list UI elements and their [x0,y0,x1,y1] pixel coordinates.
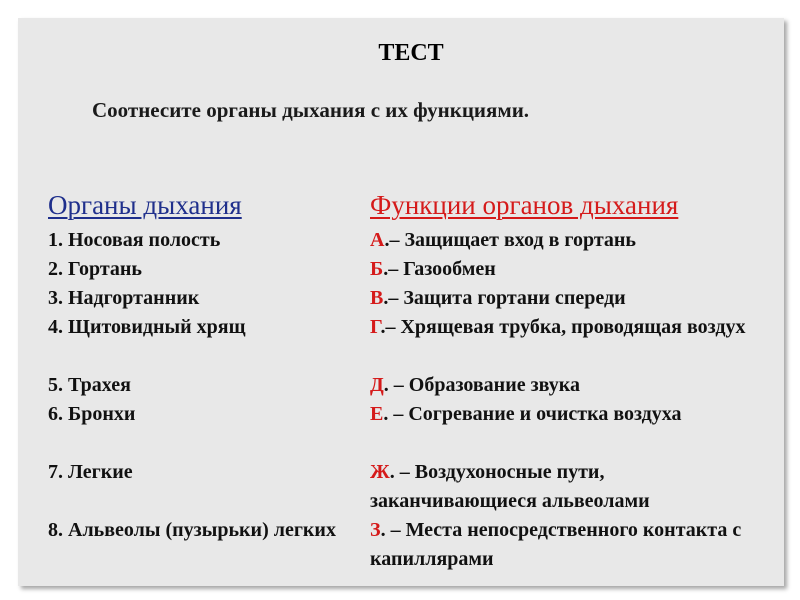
function-item-e [370,400,770,458]
function-letter: Ж [370,461,390,483]
function-text: .– Защищает вход в гортань [384,229,636,251]
function-item-b [370,255,770,284]
organ-item-3: 3. Надгортанник [48,287,200,309]
function-item-d [370,371,770,400]
function-text: . – Образование звука [383,374,580,396]
organ-item-4: 4. Щитовидный хрящ [48,316,246,338]
function-letter: А [370,229,385,251]
function-item-z [370,516,770,574]
organ-item-1: 1. Носовая полость [48,229,221,251]
function-letter: Г [370,316,381,338]
slide-subtitle: Соотнесите органы дыхания с их функциями. [92,98,530,122]
function-item-g [370,313,770,371]
function-letter: Е [370,403,384,425]
function-letter: З [370,519,381,541]
function-letter: Б [370,258,384,280]
function-text: . – Места непосредственного контакта с капиллярами [370,519,742,570]
organ-item-6: 6. Бронхи [48,403,136,425]
function-letter: Д [370,374,384,396]
organ-item-8: 8. Альвеолы (пузырьки) легких [48,519,336,541]
function-text: . – Согревание и очистка воздуха [383,403,682,425]
function-text: .– Газообмен [383,258,496,280]
slide [18,18,784,586]
functions-heading: Функции органов дыхания [370,190,679,220]
function-item-v [370,284,770,313]
function-letter: В [370,287,384,309]
function-item-a [370,226,770,255]
function-text: .– Защита гортани спереди [383,287,626,309]
organs-heading: Органы дыхания [48,190,242,220]
function-text: . – Воздухоносные пути, заканчивающиеся альвеолами [370,461,650,512]
functions-column [370,190,770,574]
function-text: .– Хрящевая трубка, проводящая воздух [380,316,746,338]
organ-item-2: 2. Гортань [48,258,142,280]
organ-item-7: 7. Легкие [48,461,133,483]
function-item-zh [370,458,770,516]
organs-column [48,190,358,574]
organ-item-5: 5. Трахея [48,374,131,396]
slide-title: ТЕСТ [378,40,444,66]
